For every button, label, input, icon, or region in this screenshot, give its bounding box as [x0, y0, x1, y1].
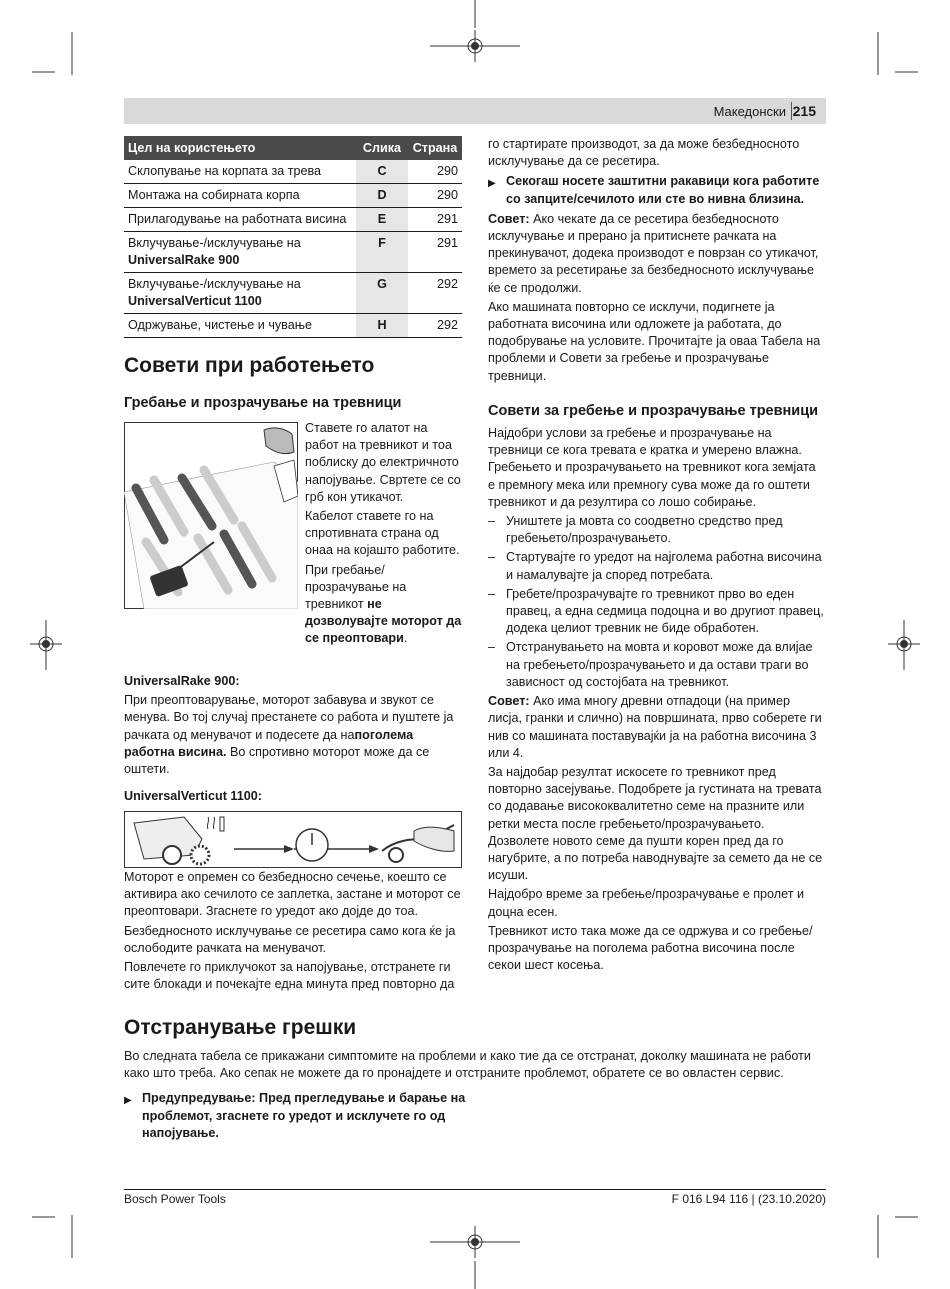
warning-triangle-icon: ▶ — [124, 1095, 132, 1107]
tips-p1: Ставете го алатот на работ на тревникот и тоа поблиску до електричното напојување. Свртете се со грб кон утикачот. — [305, 421, 461, 504]
cell-purpose: Вклучување-/исклучување на UniversalVerticut 1100 — [124, 273, 356, 314]
cell-figure: G — [356, 273, 408, 314]
troubleshooting-title: Отстранување грешки — [124, 1016, 357, 1039]
troubleshooting-intro: Во следната табела се прикажани симптомите на проблеми и како тие да се отстранат, доколку машината не работи како што треба. Ако сепак не можете да го пронајдете и отстраните проблемот, обратете се во овластен сервис. — [124, 1049, 811, 1081]
cell-page: 290 — [408, 184, 462, 208]
verticut-p1: Моторот е опремен со безбедносно сечење, коешто се активира ако сечилото се заплетка, застане и моторот се преоптовари. Згаснете го уредот ако дојде до тоа. — [124, 870, 461, 919]
list-item: – Уништете ја мовта со соодветно средство пред гребењето/прозрачувањето. — [488, 514, 783, 546]
footer-right: F 016 L94 116 | (23.10.2020) — [671, 1192, 826, 1206]
list-item: – Гребете/прозрачувајте го тревникот прво во еден правец, а една седмица подоцна и во другиот правец, додека целиот тревник не биде обработен. — [488, 586, 824, 636]
cell-purpose: Вклучување-/исклучување на UniversalRake 900 — [124, 232, 356, 273]
cell-purpose: Монтажа на собирната корпа — [124, 184, 356, 208]
right-p2: Ако машината повторно се исклучи, подигнете ја работната височина или одложете ја работата, до подобрување на условите. Прочитајте ја оваа Табела на проблеми и Совети за гребење и прозрачување тревници. — [488, 299, 821, 383]
raking-pattern-illustration — [124, 422, 298, 609]
verticut-heading: UniversalVerticut 1100: — [124, 789, 262, 803]
verticut-heading-block — [124, 788, 462, 807]
troubleshooting-section — [124, 1016, 826, 1142]
page-number: 215 — [792, 103, 816, 119]
placement-instructions — [305, 420, 462, 650]
gloves-warning: ▶ Секогаш носете заштитни ракавици кога работите со запците/сечилото или сте во нивна близина. — [488, 174, 820, 206]
page-header — [124, 98, 826, 124]
cell-figure: D — [356, 184, 408, 208]
right-p6: Тревникот исто така може да се одржува и со гребење/ прозрачување на поголема работна височина после секои шест косења. — [488, 923, 813, 973]
cell-figure: H — [356, 314, 408, 338]
cell-page: 292 — [408, 273, 462, 314]
verticut-p3: Повлечете го приклучокот за напојување, отстранете ги сите блокади и почекајте една минута пред повторно да — [124, 960, 455, 992]
rake-heading: UniversalRake 900: — [124, 674, 240, 688]
cell-purpose: Прилагодување на работната висина — [124, 208, 356, 232]
cell-page: 290 — [408, 160, 462, 184]
tip-reset: Совет: Ако чекате да се ресетира безбедносното исклучување и прерано ја притиснете рачката на прекинувачот, додека производот е поврзан со утикачот, времето за ресетирање за безбедносното исклучување ќе се продолжи. — [488, 211, 819, 295]
table-row — [124, 208, 462, 232]
right-p4: За најдобар резултат искосете го тревникот пред повторно засејување. Подобрете ја густината на тревата со додавање висококвалитетно семе на празните или ретки места после гребењето/прозрачувањето. Дозволете новото семе да пушти корен пред да го нагубрите, а по потреба наводнувајте за семето да не се исуши. — [488, 764, 823, 883]
left-column — [124, 354, 462, 411]
tips-p2: Кабелот ставете го на спротивната страна од онаа на којашто работите. — [305, 509, 460, 558]
cell-purpose: Склопување на корпата за трева — [124, 160, 356, 184]
rake-text: При преоптоварување, моторот забавува и звукот се менува. Во тој случај престанете со работа и пуштете ја рачката од менувачот и подесете да напоголема работна висина. Во спротивно моторот може да се оштети. — [124, 693, 454, 777]
usage-table — [124, 136, 462, 338]
tips-p3: При гребање/ прозрачување на тревникот не дозволувајте моторот да се преоптовари. — [305, 562, 462, 646]
col-header-figure: Слика — [356, 136, 408, 160]
cell-figure: C — [356, 160, 408, 184]
table-row — [124, 160, 462, 184]
tip-debris: Совет: Ако има многу древни отпадоци (на пример лисја, гранки и слично) на површината, прво соберете ги нив со машината поставувајќи ја на работна височина 3 или 4. — [488, 694, 822, 760]
cell-page: 291 — [408, 208, 462, 232]
cell-page: 291 — [408, 232, 462, 273]
table-row — [124, 232, 462, 273]
verticut-p2: Безбедносното исклучување се ресетира само кога ќе ја ослободите рачката на менувачот. — [124, 923, 456, 955]
right-p3: Најдобри услови за гребење и прозрачување на тревници се кога тревата е кратка и умерено влажна. Гребењето и прозрачувањето на тревникот кога земјата е премногу мека или премногу сува може да го оштети тревникот и да резултира со лошо собирање. — [488, 426, 816, 509]
cell-figure: F — [356, 232, 408, 273]
footer-left: Bosch Power Tools — [124, 1192, 226, 1206]
table-row — [124, 314, 462, 338]
verticut-illustration — [124, 811, 462, 868]
right-p1: го стартирате производот, за да може безбедносното исклучување да се ресетира. — [488, 137, 800, 169]
list-item: – Стартувајте го уредот на најголема работна височина и намалувајте ја според потребата. — [488, 550, 822, 582]
col-header-page: Страна — [408, 136, 462, 160]
right-column — [488, 136, 826, 976]
cell-page: 292 — [408, 314, 462, 338]
tips-subtitle: Гребање и прозрачување на тревници — [124, 395, 402, 411]
right-p5: Најдобро време за гребење/прозрачување е пролет и доцна есен. — [488, 887, 805, 919]
raking-tips-list — [488, 513, 826, 691]
verticut-text — [124, 869, 462, 995]
cell-purpose: Одржување, чистење и чување — [124, 314, 356, 338]
raking-tips-title: Совети за гребење и прозрачување тревници — [488, 402, 819, 419]
cell-figure: E — [356, 208, 408, 232]
list-item: – Отстранувањето на мовта и коровот може да влијае на гребењето/прозрачувањето и да остави траги во зависност од состојбата на тревникот. — [488, 640, 813, 689]
col-header-purpose: Цел на користењето — [124, 136, 356, 160]
tips-title: Совети при работењето — [124, 354, 375, 377]
troubleshooting-warning: ▶ Предупредување: Пред прегледување и барање на проблемот, згаснете го уредот и исклучете го од напојување. — [124, 1091, 466, 1140]
header-language: Македонски — [713, 104, 786, 119]
rake-section — [124, 673, 462, 780]
warning-triangle-icon: ▶ — [488, 178, 496, 190]
table-row — [124, 184, 462, 208]
table-row — [124, 273, 462, 314]
footer-rule — [124, 1189, 826, 1190]
